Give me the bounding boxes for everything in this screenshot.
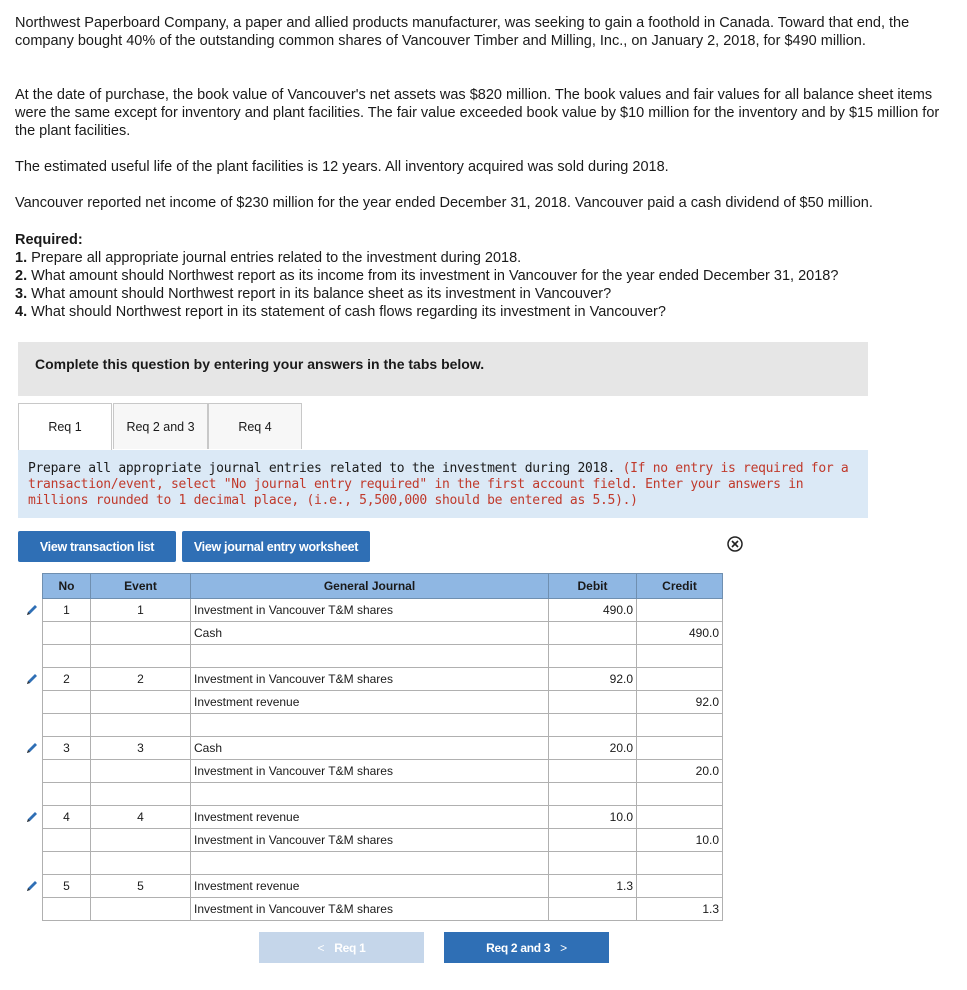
prev-req-button	[259, 932, 424, 963]
problem-paragraph-2: At the date of purchase, the book value of Vancouver's net assets was $820 million. The book values and fair values for all balance sheet items were the same except for inventory and plant facilities. The fair value exceeded book value by $10 million for the inventory and by $15 million for the plant facilities.	[15, 87, 940, 139]
cell-account	[191, 714, 549, 737]
cell-no: 3	[43, 737, 91, 760]
cell-no	[43, 622, 91, 645]
cell-event: 4	[91, 806, 191, 829]
cell-credit	[637, 806, 723, 829]
cell-debit	[549, 760, 637, 783]
chevron-left-icon: <	[317, 940, 325, 955]
cell-debit	[549, 622, 637, 645]
table-row	[43, 622, 723, 645]
cell-account	[191, 783, 549, 806]
cell-credit	[637, 645, 723, 668]
required-item: 4. What should Northwest report in its statement of cash flows regarding its investment in Vancouver?	[15, 304, 666, 320]
table-row	[43, 898, 723, 921]
table-row	[43, 714, 723, 737]
table-row	[43, 668, 723, 691]
edit-pencil-icon[interactable]	[25, 810, 39, 824]
chevron-right-icon: >	[560, 940, 567, 955]
table-row	[43, 875, 723, 898]
cell-credit: 490.0	[637, 622, 723, 645]
required-item: 3. What amount should Northwest report in its balance sheet as its investment in Vancouver?	[15, 286, 612, 302]
cell-account	[191, 852, 549, 875]
view-transaction-list-button[interactable]: View transaction list	[18, 531, 176, 562]
cell-debit	[549, 852, 637, 875]
table-row	[43, 852, 723, 875]
cell-debit	[549, 645, 637, 668]
cell-no	[43, 898, 91, 921]
cell-account: Investment revenue	[191, 806, 549, 829]
cell-event	[91, 714, 191, 737]
cell-no	[43, 783, 91, 806]
cell-event	[91, 852, 191, 875]
cell-debit	[549, 898, 637, 921]
prev-req-label: Req 1	[334, 940, 366, 955]
instruction-main: Prepare all appropriate journal entries related to the investment during 2018.	[28, 461, 616, 476]
view-journal-entry-worksheet-button[interactable]: View journal entry worksheet	[182, 531, 370, 562]
cell-account: Investment in Vancouver T&M shares	[191, 668, 549, 691]
journal-table	[42, 573, 723, 921]
problem-paragraph-4: Vancouver reported net income of $230 million for the year ended December 31, 2018. Vancouver paid a cash dividend of $50 million.	[15, 195, 873, 211]
cell-event	[91, 898, 191, 921]
cell-event: 5	[91, 875, 191, 898]
edit-pencil-icon[interactable]	[25, 603, 39, 617]
cell-event: 3	[91, 737, 191, 760]
next-req-label: Req 2 and 3	[486, 940, 551, 955]
cell-debit	[549, 714, 637, 737]
table-row	[43, 760, 723, 783]
cell-credit: 10.0	[637, 829, 723, 852]
cell-account: Investment in Vancouver T&M shares	[191, 829, 549, 852]
close-icon[interactable]	[727, 536, 743, 552]
required-item: 1. Prepare all appropriate journal entries related to the investment during 2018.	[15, 250, 522, 266]
cell-no	[43, 714, 91, 737]
cell-no	[43, 645, 91, 668]
cell-credit: 92.0	[637, 691, 723, 714]
cell-debit: 490.0	[549, 599, 637, 622]
cell-credit	[637, 875, 723, 898]
table-row	[43, 691, 723, 714]
cell-debit	[549, 691, 637, 714]
column-header-general-journal: General Journal	[191, 574, 549, 599]
table-row	[43, 737, 723, 760]
cell-credit	[637, 852, 723, 875]
question-instructions	[18, 450, 868, 518]
cell-event: 2	[91, 668, 191, 691]
cell-debit	[549, 829, 637, 852]
cell-no: 1	[43, 599, 91, 622]
cell-account: Investment revenue	[191, 691, 549, 714]
table-row	[43, 829, 723, 852]
required-heading: Required:	[15, 232, 83, 248]
table-row	[43, 783, 723, 806]
cell-credit	[637, 599, 723, 622]
cell-debit	[549, 783, 637, 806]
cell-event	[91, 829, 191, 852]
cell-credit	[637, 668, 723, 691]
table-row	[43, 645, 723, 668]
cell-account: Cash	[191, 737, 549, 760]
required-item: 2. What amount should Northwest report as its income from its investment in Vancouver for the year ended December 31, 2018?	[15, 268, 839, 284]
next-req-button[interactable]	[444, 932, 609, 963]
table-row	[43, 806, 723, 829]
edit-pencil-icon[interactable]	[25, 879, 39, 893]
cell-no	[43, 852, 91, 875]
column-header-no: No	[43, 574, 91, 599]
cell-account	[191, 645, 549, 668]
cell-no	[43, 691, 91, 714]
tab-req-2-and-3[interactable]: Req 2 and 3	[113, 403, 208, 449]
cell-debit: 20.0	[549, 737, 637, 760]
edit-pencil-icon[interactable]	[25, 741, 39, 755]
cell-credit	[637, 737, 723, 760]
tab-req-4[interactable]: Req 4	[208, 403, 302, 449]
cell-account: Investment in Vancouver T&M shares	[191, 760, 549, 783]
edit-pencil-icon[interactable]	[25, 672, 39, 686]
cell-event	[91, 783, 191, 806]
cell-credit: 20.0	[637, 760, 723, 783]
banner-text: Complete this question by entering your answers in the tabs below.	[35, 356, 485, 372]
cell-account: Cash	[191, 622, 549, 645]
column-header-credit: Credit	[637, 574, 723, 599]
cell-credit	[637, 714, 723, 737]
cell-event	[91, 760, 191, 783]
cell-no: 5	[43, 875, 91, 898]
problem-paragraph-3: The estimated useful life of the plant facilities is 12 years. All inventory acquired was sold during 2018.	[15, 159, 669, 175]
cell-debit: 10.0	[549, 806, 637, 829]
cell-event	[91, 645, 191, 668]
cell-debit: 92.0	[549, 668, 637, 691]
cell-no: 4	[43, 806, 91, 829]
cell-no	[43, 829, 91, 852]
cell-account: Investment revenue	[191, 875, 549, 898]
instructions-banner	[18, 342, 868, 396]
column-header-event: Event	[91, 574, 191, 599]
instruction-note: (If no entry is required for a transaction/event, select "No journal entry required" in the first account field. Enter your answers in millions rounded to 1 decimal place, (i.e., 5,500,000 should be entered as 5.5).)	[28, 461, 849, 508]
column-header-debit: Debit	[549, 574, 637, 599]
cell-event: 1	[91, 599, 191, 622]
cell-account: Investment in Vancouver T&M shares	[191, 599, 549, 622]
cell-debit: 1.3	[549, 875, 637, 898]
cell-credit	[637, 783, 723, 806]
cell-event	[91, 691, 191, 714]
cell-credit: 1.3	[637, 898, 723, 921]
required-list	[15, 249, 838, 321]
tab-req-1[interactable]: Req 1	[18, 403, 112, 450]
cell-no: 2	[43, 668, 91, 691]
problem-paragraph-1: Northwest Paperboard Company, a paper and allied products manufacturer, was seeking to gain a foothold in Canada. Toward that end, the company bought 40% of the outstanding common shares of Vancouver Timber and Milling, Inc., on January 2, 2018, for $490 million.	[15, 15, 910, 49]
cell-account: Investment in Vancouver T&M shares	[191, 898, 549, 921]
table-row	[43, 599, 723, 622]
cell-event	[91, 622, 191, 645]
cell-no	[43, 760, 91, 783]
